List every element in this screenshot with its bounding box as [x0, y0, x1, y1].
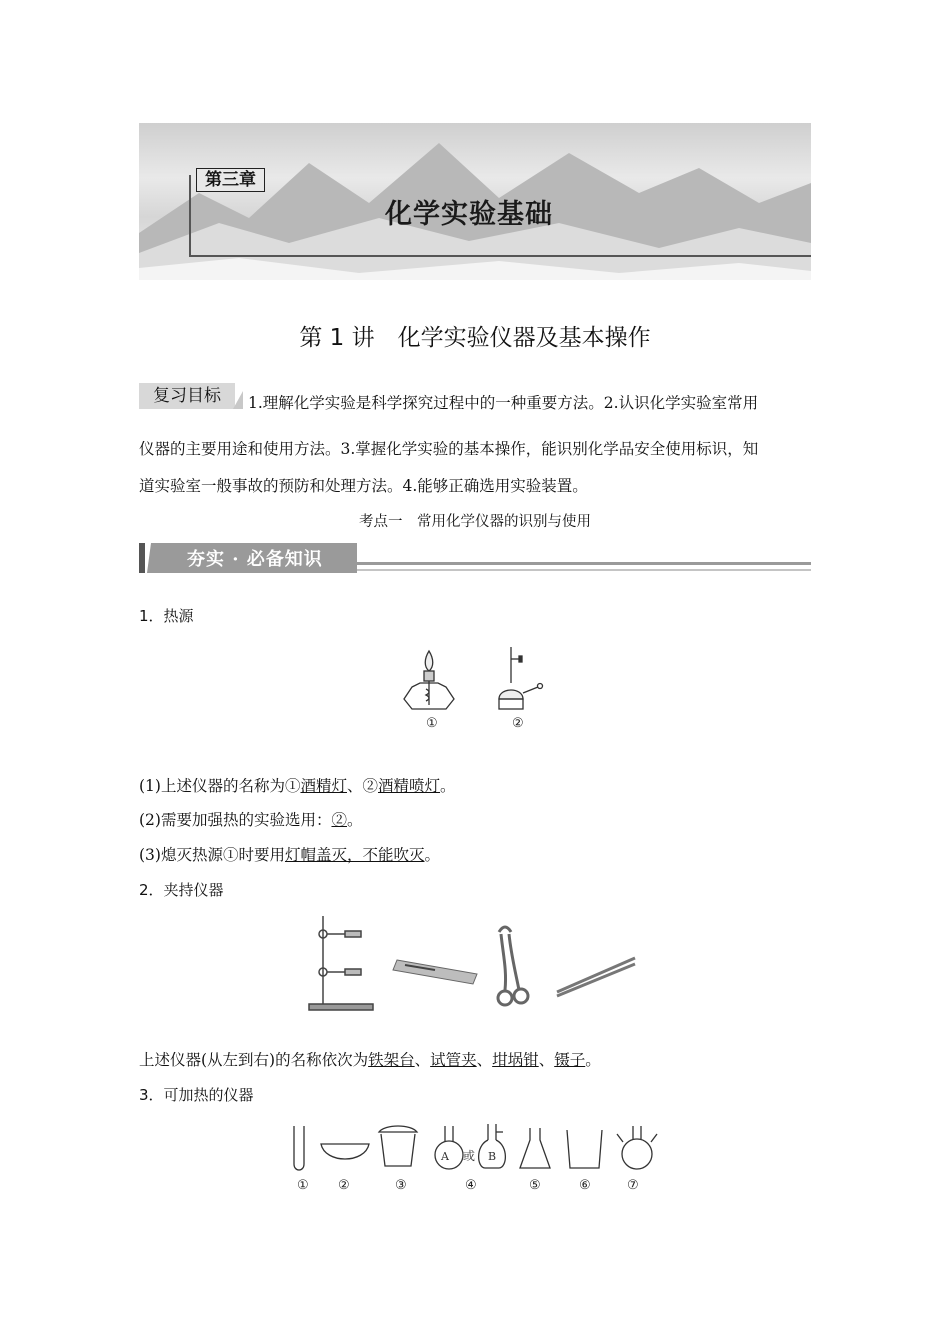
heat-source-figure: [398, 643, 558, 715]
separator-2: 、: [476, 1051, 493, 1069]
chapter-tag: 第三章: [196, 168, 265, 192]
q3-end: 。: [424, 846, 440, 864]
heatable-label-4: ④: [465, 1178, 477, 1193]
answer-iron-stand: 铁架台: [368, 1051, 415, 1069]
banner-frame-left: [189, 175, 191, 255]
q2-prefix: (2)需要加强热的实验选用：: [139, 811, 332, 829]
separator-1: 、: [414, 1051, 431, 1069]
answer-tweezers: 镊子: [554, 1051, 586, 1069]
chapter-title: 化学实验基础: [385, 199, 553, 230]
figure-label-1: ①: [426, 716, 438, 731]
q1-mid: 、②: [346, 777, 378, 795]
review-line-2: 仪器的主要用途和使用方法。3.掌握化学实验的基本操作，能识别化学品安全使用标识，知: [139, 440, 759, 458]
heading-heat-source: 1．热源: [139, 607, 194, 625]
answer-crucible-tongs: 坩埚钳: [492, 1051, 539, 1069]
q1-prefix: (1)上述仪器的名称为①: [139, 777, 301, 795]
heatable-label-7: ⑦: [627, 1178, 639, 1193]
heatable-label-5: ⑤: [529, 1178, 541, 1193]
clamping-end: 。: [585, 1051, 601, 1069]
question-2: [139, 808, 363, 830]
heading-clamping-instruments: 2．夹持仪器: [139, 881, 224, 899]
heatable-label-2: ②: [338, 1178, 350, 1193]
q1-answer-1: 酒精灯: [300, 777, 347, 795]
clamping-answer-line: [139, 1048, 601, 1070]
crucible-icon: [379, 1126, 417, 1166]
separator-3: 、: [538, 1051, 555, 1069]
topic-title: 考点一 常用化学仪器的识别与使用: [359, 514, 591, 530]
answer-test-tube-holder: 试管夹: [430, 1051, 477, 1069]
flask-a-label: A: [441, 1150, 449, 1163]
q1-end: 。: [440, 777, 456, 795]
or-label: 或: [462, 1149, 476, 1163]
heatable-label-3: ③: [395, 1178, 407, 1193]
clamping-instruments-figure: [305, 910, 645, 1020]
three-neck-flask-icon: [617, 1126, 657, 1169]
review-line-3: 道实验室一般事故的预防和处理方法。4.能够正确选用实验装置。: [139, 477, 588, 495]
q2-answer: ②: [331, 811, 347, 829]
test-tube-icon: [294, 1126, 304, 1170]
tag-corner-decoration: [233, 391, 243, 409]
q2-end: 。: [346, 811, 363, 829]
heatable-label-6: ⑥: [579, 1178, 591, 1193]
tweezers-icon: [557, 958, 635, 996]
question-1: [139, 774, 456, 796]
figure-label-2: ②: [512, 716, 524, 731]
question-3: [139, 843, 440, 865]
q3-answer: 灯帽盖灭，不能吹灭: [284, 846, 425, 864]
beaker-icon: [567, 1130, 602, 1168]
clamping-text-prefix: 上述仪器(从左到右)的名称依次为: [139, 1051, 369, 1069]
iron-stand-icon: [309, 916, 373, 1010]
lecture-title: 第 1 讲 化学实验仪器及基本操作: [299, 325, 651, 351]
q1-answer-2: 酒精喷灯: [378, 777, 441, 795]
heatable-label-1: ①: [297, 1178, 309, 1193]
alcohol-lamp-icon: [404, 651, 454, 709]
heatable-instruments-figure: [285, 1120, 665, 1176]
evaporating-dish-icon: [321, 1144, 369, 1159]
section-bar-label: 夯实 · 必备知识: [187, 549, 323, 570]
alcohol-blast-lamp-icon: [499, 647, 543, 709]
flask-b-label: B: [487, 1150, 497, 1163]
crucible-tongs-icon: [498, 927, 528, 1005]
test-tube-holder-icon: [393, 960, 477, 984]
q3-prefix: (3)熄灭热源①时要用: [139, 846, 285, 864]
banner-frame-bottom: [189, 255, 811, 257]
review-goals-tag: 复习目标: [139, 383, 235, 409]
heading-heatable-instruments: 3．可加热的仪器: [139, 1086, 254, 1104]
section-bar: [139, 540, 811, 576]
review-line-1: 1.理解化学实验是科学探究过程中的一种重要方法。2.认识化学实验室常用: [248, 394, 759, 412]
conical-flask-icon: [520, 1128, 550, 1168]
round-bottom-flask-icon: [435, 1126, 463, 1169]
